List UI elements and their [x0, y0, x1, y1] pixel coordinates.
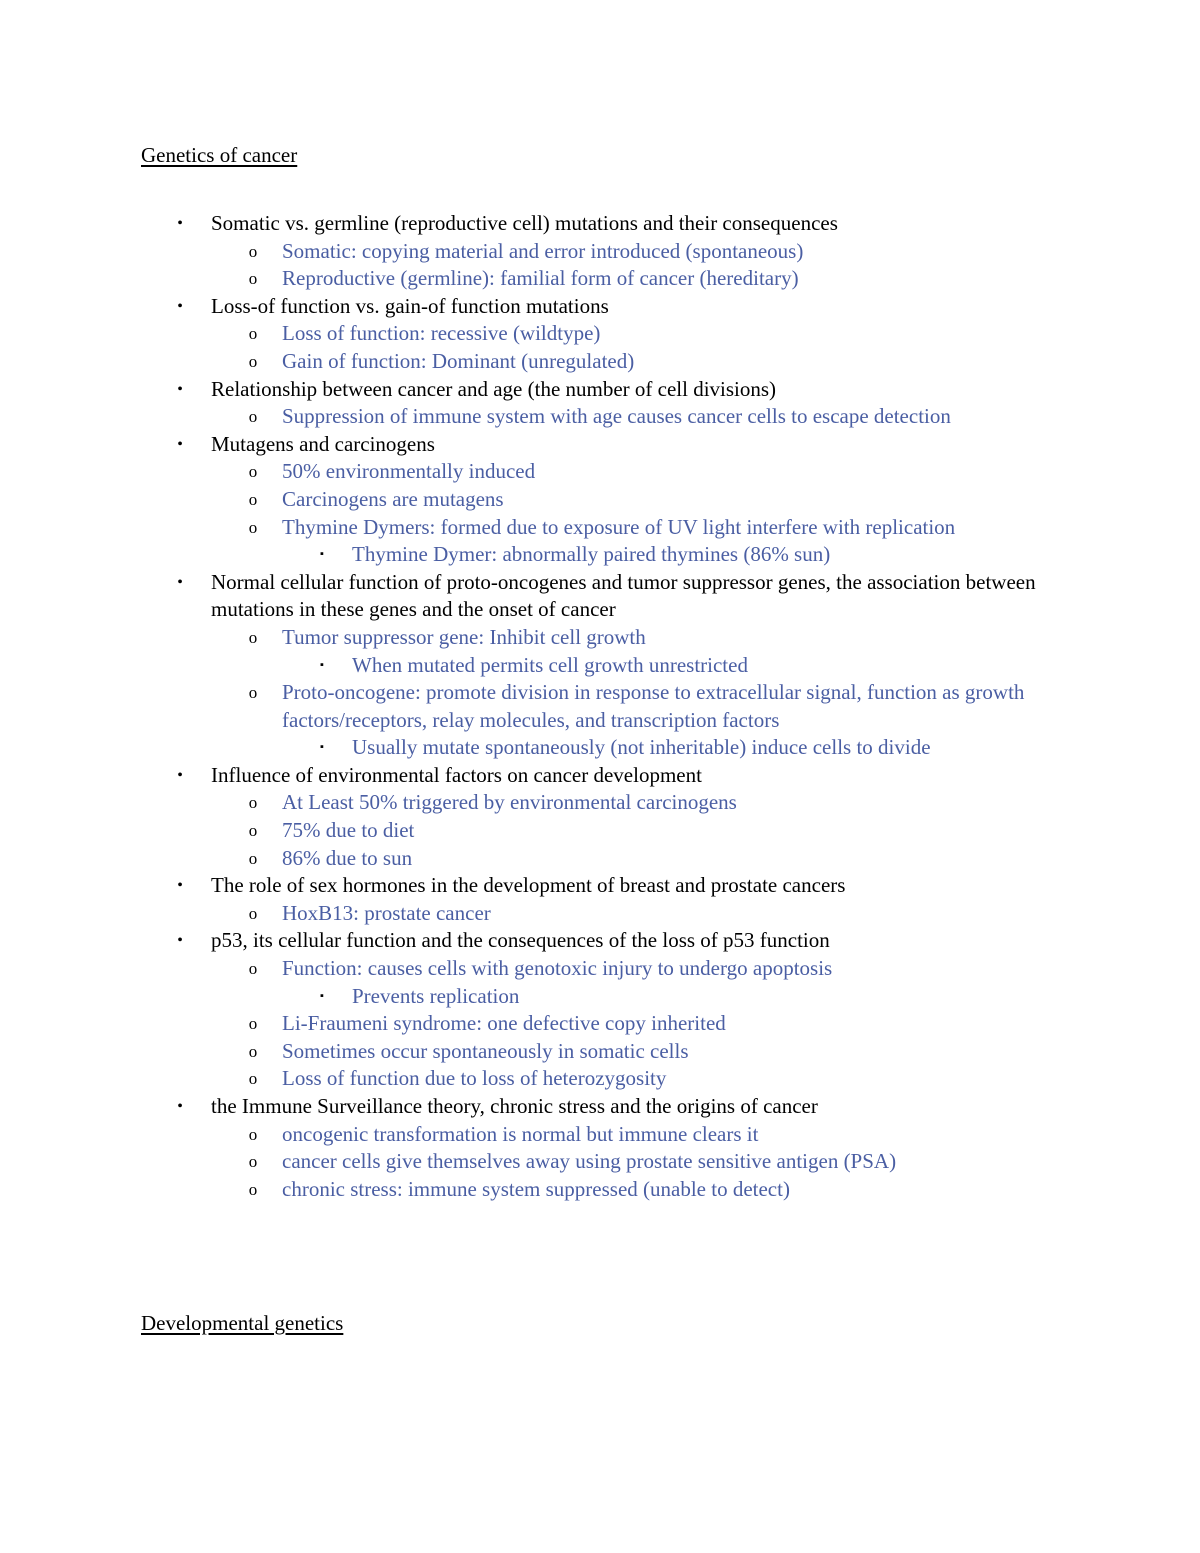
- list-item-text: Sometimes occur spontaneously in somatic cells: [282, 1038, 689, 1063]
- sub-list-item: [0, 1010, 1200, 1038]
- sub-list-item: [0, 265, 1200, 293]
- sub-sub-list-item: [0, 652, 1200, 680]
- circle-bullet-icon: o: [248, 407, 258, 427]
- circle-bullet-icon: o: [248, 241, 258, 261]
- list-item-text: Somatic vs. germline (reproductive cell) mutations and their consequences: [211, 211, 838, 235]
- bullet-icon: •: [177, 573, 183, 591]
- circle-bullet-icon: o: [248, 1041, 258, 1061]
- list-item-text: When mutated permits cell growth unrestricted: [352, 652, 748, 677]
- circle-bullet-icon: o: [248, 959, 258, 979]
- sub-list-item: [0, 624, 1200, 652]
- bullet-icon: •: [177, 215, 183, 232]
- list-item: [0, 927, 1200, 955]
- circle-bullet-icon: o: [248, 627, 258, 647]
- list-item-text: 75% due to diet: [282, 818, 415, 843]
- list-item-text: Loss-of function vs. gain-of function mutations: [211, 293, 609, 318]
- sub-list-item: [0, 514, 1200, 542]
- list-item-text: Prevents replication: [352, 983, 520, 1008]
- list-item-text: chronic stress: immune system suppressed (unable to detect): [282, 1176, 790, 1201]
- list-item-text: Suppression of immune system with age causes cancer cells to escape detection: [282, 404, 951, 429]
- list-item: [0, 1093, 1200, 1121]
- list-item-text: Somatic: copying material and error introduced (spontaneous): [282, 238, 804, 263]
- square-bullet-icon: ▪: [320, 989, 324, 1002]
- list-item-text: Mutagens and carcinogens: [211, 431, 435, 456]
- bullet-icon: •: [177, 877, 183, 895]
- list-item-text: 86% due to sun: [282, 845, 413, 870]
- list-item-text: Carcinogens are mutagens: [282, 486, 504, 511]
- list-item-text: Thymine Dymer: abnormally paired thymines (86% sun): [352, 542, 831, 567]
- list-item: [0, 376, 1200, 404]
- bullet-icon: •: [177, 380, 183, 398]
- list-item-text: At Least 50% triggered by environmental carcinogens: [282, 790, 737, 815]
- circle-bullet-icon: o: [248, 1152, 258, 1172]
- section-heading-genetics-of-cancer: Genetics of cancer: [141, 143, 298, 167]
- list-item: [0, 569, 1200, 624]
- square-bullet-icon: ▪: [320, 741, 324, 754]
- sub-list-item: [0, 1176, 1200, 1204]
- circle-bullet-icon: o: [248, 848, 258, 868]
- square-bullet-icon: ▪: [320, 548, 324, 561]
- bullet-icon: •: [177, 932, 183, 950]
- list-item-text: Reproductive (germline): familial form of cancer (hereditary): [282, 266, 799, 291]
- sub-list-item: [0, 679, 1200, 734]
- sub-list-item: [0, 238, 1200, 266]
- circle-bullet-icon: o: [248, 683, 258, 703]
- sub-list-item: [0, 348, 1200, 376]
- sub-list-item: [0, 789, 1200, 817]
- list-item: [0, 293, 1200, 321]
- sub-list-item: [0, 320, 1200, 348]
- list-item: [0, 762, 1200, 790]
- square-bullet-icon: ▪: [320, 658, 324, 671]
- sub-sub-list-item: [0, 734, 1200, 762]
- list-item-text: the Immune Surveillance theory, chronic stress and the origins of cancer: [211, 1094, 818, 1118]
- sub-list-item: [0, 1038, 1200, 1066]
- list-item-text: Thymine Dymers: formed due to exposure of UV light interfere with replication: [282, 514, 956, 539]
- sub-sub-list-item: [0, 541, 1200, 569]
- list-item-text: p53, its cellular function and the consequences of the loss of p53 function: [211, 928, 830, 953]
- circle-bullet-icon: o: [248, 462, 258, 482]
- sub-list-item: [0, 1148, 1200, 1176]
- circle-bullet-icon: o: [248, 821, 258, 841]
- sub-list-item: [0, 486, 1200, 514]
- list-item-text: cancer cells give themselves away using prostate sensitive antigen (PSA): [282, 1149, 897, 1174]
- list-item: [0, 431, 1200, 459]
- bulleted-outline: [0, 210, 1200, 1203]
- sub-list-item: [0, 845, 1200, 873]
- sub-list-item: [0, 955, 1200, 983]
- circle-bullet-icon: o: [248, 1069, 258, 1089]
- sub-list-item: [0, 1121, 1200, 1149]
- circle-bullet-icon: o: [248, 793, 258, 813]
- circle-bullet-icon: o: [248, 1124, 258, 1144]
- list-item-text: Gain of function: Dominant (unregulated): [282, 348, 635, 373]
- list-item-text: Function: causes cells with genotoxic injury to undergo apoptosis: [282, 956, 833, 981]
- list-item: [0, 872, 1200, 900]
- sub-list-item: [0, 403, 1200, 431]
- list-item-text: 50% environmentally induced: [282, 459, 536, 484]
- circle-bullet-icon: o: [248, 269, 258, 289]
- section-heading-developmental-genetics: Developmental genetics: [141, 1311, 344, 1335]
- circle-bullet-icon: o: [248, 489, 258, 509]
- list-item-text: Loss of function due to loss of heterozygosity: [282, 1066, 667, 1091]
- sub-list-item: [0, 1065, 1200, 1093]
- circle-bullet-icon: o: [248, 1014, 258, 1034]
- bullet-icon: •: [177, 297, 183, 315]
- circle-bullet-icon: o: [248, 517, 258, 537]
- circle-bullet-icon: o: [248, 351, 258, 371]
- bullet-icon: •: [177, 766, 183, 784]
- list-item-text: Usually mutate spontaneously (not inheritable) induce cells to divide: [352, 735, 931, 760]
- circle-bullet-icon: o: [248, 324, 258, 344]
- list-item-text: Normal cellular function of proto-oncogenes and tumor suppressor genes, the association between mutations in these genes and the onset of cancer: [211, 569, 1036, 622]
- bullet-icon: •: [177, 435, 183, 453]
- list-item-text: Loss of function: recessive (wildtype): [282, 321, 601, 346]
- list-item-text: The role of sex hormones in the development of breast and prostate cancers: [211, 873, 846, 898]
- sub-list-item: [0, 817, 1200, 845]
- bullet-icon: •: [177, 1098, 183, 1115]
- list-item-text: Relationship between cancer and age (the number of cell divisions): [211, 376, 777, 401]
- circle-bullet-icon: o: [248, 903, 258, 923]
- list-item-text: Tumor suppressor gene: Inhibit cell growth: [282, 624, 646, 649]
- list-item-text: Proto-oncogene: promote division in response to extracellular signal, function as growth factors/receptors, relay molecules, and transcription factors: [282, 680, 1025, 732]
- list-item-text: oncogenic transformation is normal but immune clears it: [282, 1121, 759, 1146]
- list-item-text: HoxB13: prostate cancer: [282, 900, 491, 925]
- sub-sub-list-item: [0, 983, 1200, 1011]
- sub-list-item: [0, 458, 1200, 486]
- list-item: [0, 210, 1200, 238]
- list-item-text: Li-Fraumeni syndrome: one defective copy inherited: [282, 1011, 726, 1036]
- list-item-text: Influence of environmental factors on cancer development: [211, 762, 702, 787]
- circle-bullet-icon: o: [248, 1179, 258, 1199]
- sub-list-item: [0, 900, 1200, 928]
